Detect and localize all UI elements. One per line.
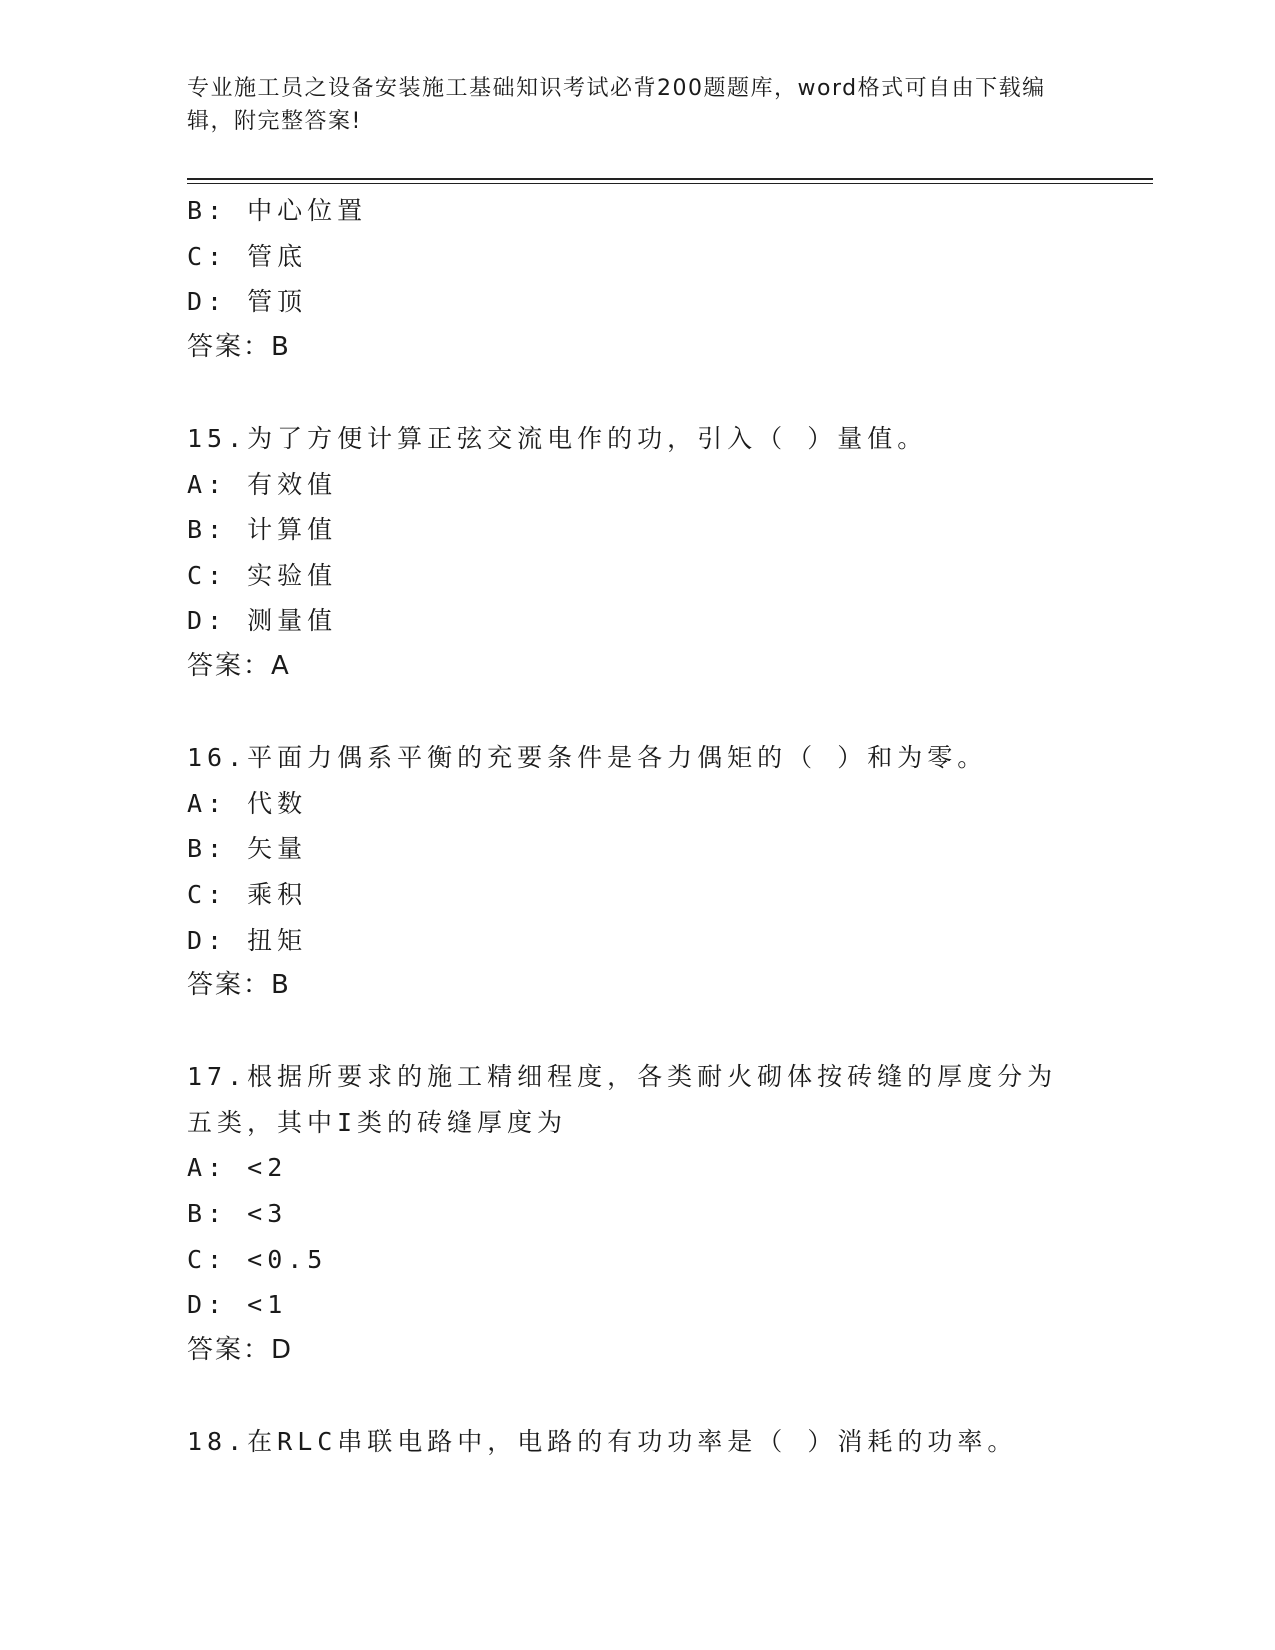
header-rule-thin — [187, 183, 1153, 184]
option-b: B: <3 — [187, 1199, 288, 1229]
option-a: A: <2 — [187, 1153, 288, 1183]
option-d: D: 扭矩 — [187, 925, 308, 955]
option-b: B: 矢量 — [187, 834, 308, 864]
option-a: A: 有效值 — [187, 469, 338, 499]
option-d: D: 管顶 — [187, 287, 308, 317]
answer-line: 答案：D — [187, 1334, 294, 1365]
header-rule-thick — [187, 178, 1153, 180]
option-a: A: 代数 — [187, 788, 308, 818]
option-c: C: <0.5 — [187, 1244, 328, 1274]
option-b: B: 计算值 — [187, 515, 338, 545]
document-header: 专业施工员之设备安装施工基础知识考试必背200题题库，word格式可自由下载编辑，附完整答案! — [187, 76, 1046, 134]
option-c: C: 实验值 — [187, 560, 338, 590]
option-d: D: <1 — [187, 1290, 288, 1320]
question-text: 15.为了方便计算正弦交流电作的功，引入（ ）量值。 — [187, 423, 928, 453]
answer-line: 答案：A — [187, 650, 291, 681]
option-b: B: 中心位置 — [187, 196, 368, 225]
answer-line: 答案：B — [187, 970, 291, 1001]
question-text: 18.在RLC串联电路中，电路的有功功率是（ ）消耗的功率。 — [187, 1427, 1018, 1457]
question-text: 16.平面力偶系平衡的充要条件是各力偶矩的（ ）和为零。 — [187, 743, 988, 773]
option-c: C: 乘积 — [187, 879, 308, 909]
question-text: 17.根据所要求的施工精细程度，各类耐火砌体按砖缝的厚度分为五类，其中I类的砖缝厚度为 — [187, 1062, 1058, 1137]
option-d: D: 测量值 — [187, 606, 338, 636]
option-c: C: 管底 — [187, 241, 308, 271]
answer-line: 答案：B — [187, 331, 291, 362]
question-list — [187, 188, 1087, 1465]
